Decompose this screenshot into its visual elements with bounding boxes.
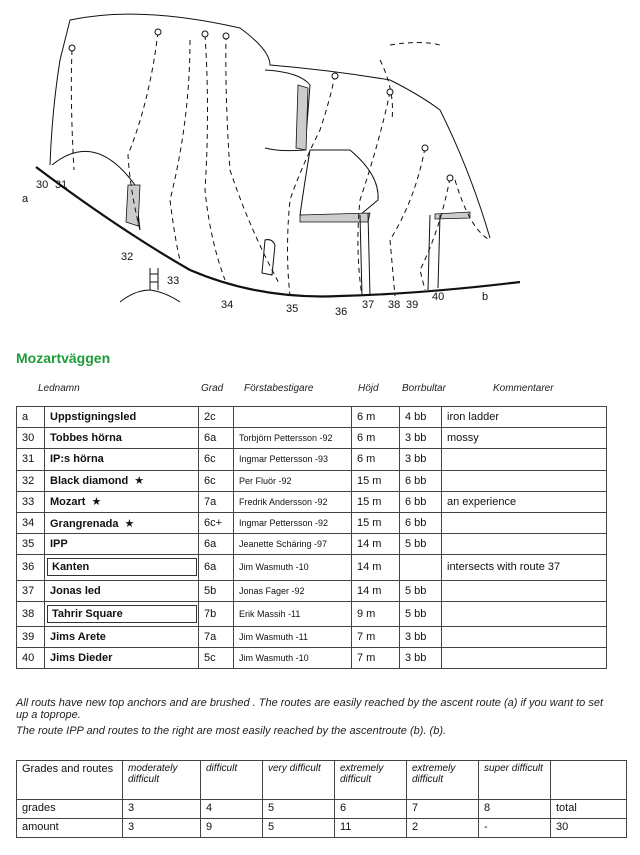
route-name-cell — [45, 407, 199, 428]
route-bolts: 3 bb — [400, 626, 442, 647]
route-name-text: Uppstigningsled — [50, 411, 137, 424]
route-first-ascent: Ingmar Pettersson -92 — [234, 512, 352, 533]
wall-top-outline — [50, 14, 490, 238]
route-name-text: Grangrenada — [50, 517, 119, 530]
route-name-text: Mozart — [50, 496, 86, 509]
route-name — [50, 538, 68, 550]
col-head-first-ascent: Förstabestigare — [244, 383, 314, 394]
route-comment — [442, 648, 607, 669]
note-line-1: All routs have new top anchors and are brushed . The routes are easily reached by the ascent route (a) if you want to set up a toprope. — [16, 697, 603, 721]
col-head-name: Lednamn — [38, 383, 80, 394]
route-name — [50, 475, 144, 487]
route-grade: 6c+ — [199, 512, 234, 533]
topo-label-b: b — [482, 291, 489, 303]
topo-label-31: 31 — [55, 179, 68, 191]
route-comment — [442, 449, 607, 470]
amount-value: 2 — [407, 819, 479, 838]
grade-level: super difficult — [479, 761, 551, 800]
star-icon: ★ — [134, 475, 145, 488]
route-first-ascent: Ingmar Pettersson -93 — [234, 449, 352, 470]
route-comment — [442, 512, 607, 533]
route-number: a — [17, 407, 45, 428]
route-name-text: Black diamond — [50, 475, 129, 488]
topo-label-a: a — [22, 193, 29, 205]
grade-value: 4 — [201, 800, 263, 819]
route-comment — [442, 601, 607, 626]
route-comment: intersects with route 37 — [442, 555, 607, 580]
route-name — [50, 496, 101, 508]
amount-value: 5 — [263, 819, 335, 838]
route-number: 39 — [17, 626, 45, 647]
right-crack — [360, 213, 440, 296]
pillar — [262, 240, 275, 275]
topo-label-36: 36 — [335, 306, 348, 318]
inner-ledge — [296, 85, 308, 150]
route-height: 14 m — [352, 580, 400, 601]
route-row — [17, 601, 607, 626]
route-row — [17, 428, 607, 449]
route-grade: 6a — [199, 428, 234, 449]
route-bolts: 3 bb — [400, 449, 442, 470]
route-comment: an experience — [442, 491, 607, 512]
route-name — [50, 518, 134, 530]
route-name-cell — [45, 580, 199, 601]
amount-value: 9 — [201, 819, 263, 838]
route-number: 38 — [17, 601, 45, 626]
route-bolts: 5 bb — [400, 534, 442, 555]
topo-label-38: 38 — [388, 299, 401, 311]
route-comment — [442, 580, 607, 601]
route-name-text: Jonas led — [50, 584, 101, 597]
route-first-ascent: Fredrik Andersson -92 — [234, 491, 352, 512]
route-row — [17, 512, 607, 533]
route-bolts: 5 bb — [400, 580, 442, 601]
route-row — [17, 648, 607, 669]
route-grade: 6c — [199, 449, 234, 470]
amount-value: - — [479, 819, 551, 838]
route-bolts: 4 bb — [400, 407, 442, 428]
grade-value: 3 — [123, 800, 201, 819]
route-name — [47, 558, 197, 576]
grade-level: difficult — [201, 761, 263, 800]
route-grade: 2c — [199, 407, 234, 428]
route-grade: 7a — [199, 626, 234, 647]
route-height: 6 m — [352, 449, 400, 470]
grade-value: 5 — [263, 800, 335, 819]
route-height: 7 m — [352, 626, 400, 647]
route-name-cell — [45, 648, 199, 669]
topo-label-30: 30 — [36, 179, 49, 191]
route-grade: 6a — [199, 555, 234, 580]
total-label: total — [551, 800, 627, 819]
route-row — [17, 580, 607, 601]
route-height: 14 m — [352, 534, 400, 555]
route-comment: iron ladder — [442, 407, 607, 428]
route-name — [50, 652, 112, 664]
grades-table — [16, 760, 627, 838]
route-comment: mossy — [442, 428, 607, 449]
route-height: 15 m — [352, 470, 400, 491]
route-first-ascent — [234, 407, 352, 428]
route-height: 7 m — [352, 648, 400, 669]
route-grade: 7a — [199, 491, 234, 512]
route-name — [50, 453, 104, 465]
col-head-height: Höjd — [358, 383, 379, 394]
route-bolts: 5 bb — [400, 601, 442, 626]
route-name-text: IP:s hörna — [50, 453, 104, 466]
amount-value: 3 — [123, 819, 201, 838]
routes-table — [16, 406, 607, 669]
grade-level: extremely difficult — [335, 761, 407, 800]
route-bolts — [400, 555, 442, 580]
grades-header-label: Grades and routes — [17, 761, 123, 800]
route-first-ascent: Jonas Fager -92 — [234, 580, 352, 601]
route-name-text: Jims Dieder — [50, 652, 113, 665]
route-name-cell — [45, 491, 199, 512]
grade-value: 7 — [407, 800, 479, 819]
route-row — [17, 626, 607, 647]
route-grade: 6c — [199, 470, 234, 491]
middle-feature — [300, 150, 378, 215]
route-height: 9 m — [352, 601, 400, 626]
route-name-text: Jims Arete — [50, 630, 106, 643]
route-grade: 5c — [199, 648, 234, 669]
route-row — [17, 555, 607, 580]
star-icon: ★ — [124, 517, 135, 530]
route-name — [50, 411, 136, 423]
grades-empty-cell — [551, 761, 627, 800]
route-number: 30 — [17, 428, 45, 449]
route-height: 15 m — [352, 491, 400, 512]
route-bolts: 3 bb — [400, 648, 442, 669]
route-name-cell — [45, 555, 199, 580]
route-name-cell — [45, 534, 199, 555]
route-first-ascent: Torbjörn Pettersson -92 — [234, 428, 352, 449]
topo-label-34: 34 — [221, 299, 234, 311]
route-bolts: 3 bb — [400, 428, 442, 449]
section-title: Mozartväggen — [16, 350, 111, 366]
grade-level: extremely difficult — [407, 761, 479, 800]
amount-row-label: amount — [17, 819, 123, 838]
topo-label-39: 39 — [406, 299, 419, 311]
route-first-ascent: Jeanette Schäring -97 — [234, 534, 352, 555]
col-head-comments: Kommentarer — [493, 383, 554, 394]
bottom-ledge — [300, 213, 370, 222]
topo-label-33: 33 — [167, 275, 180, 287]
route-height: 6 m — [352, 407, 400, 428]
route-number: 33 — [17, 491, 45, 512]
route-row — [17, 470, 607, 491]
route-grade: 7b — [199, 601, 234, 626]
route-name-text: Tahrir Square — [52, 607, 123, 620]
route-first-ascent: Erik Massih -11 — [234, 601, 352, 626]
route-bolts: 6 bb — [400, 470, 442, 491]
route-first-ascent: Jim Wasmuth -11 — [234, 626, 352, 647]
topo-diagram — [0, 0, 640, 330]
amount-total: 30 — [551, 819, 627, 838]
star-icon: ★ — [91, 496, 102, 509]
topo-label-35: 35 — [286, 303, 299, 315]
route-name — [50, 631, 106, 643]
note-line-2: The route IPP and routes to the right are most easily reached by the ascentroute (b). (b). — [16, 725, 447, 737]
grades-row-label: grades — [17, 800, 123, 819]
grade-level: moderately difficult — [123, 761, 201, 800]
rock-base — [120, 290, 180, 302]
anchor-points — [69, 29, 453, 181]
route-row — [17, 534, 607, 555]
route-number: 40 — [17, 648, 45, 669]
route-name-text: Tobbes hörna — [50, 432, 122, 445]
ground-line — [36, 167, 520, 296]
col-head-grade: Grad — [201, 383, 224, 394]
route-bolts: 6 bb — [400, 512, 442, 533]
route-grade: 5b — [199, 580, 234, 601]
route-number: 37 — [17, 580, 45, 601]
route-comment — [442, 626, 607, 647]
route-name — [50, 432, 122, 444]
route-number: 34 — [17, 512, 45, 533]
route-first-ascent: Per Fluör -92 — [234, 470, 352, 491]
route-number: 31 — [17, 449, 45, 470]
route-height: 6 m — [352, 428, 400, 449]
amount-value: 11 — [335, 819, 407, 838]
route-name-cell — [45, 601, 199, 626]
route-name — [47, 605, 197, 623]
route-name-text: IPP — [50, 538, 68, 551]
route-name-cell — [45, 512, 199, 533]
route-name-cell — [45, 428, 199, 449]
route-first-ascent: Jim Wasmuth -10 — [234, 648, 352, 669]
route-comment — [442, 470, 607, 491]
route-number: 35 — [17, 534, 45, 555]
topo-label-32: 32 — [121, 251, 134, 263]
route-first-ascent: Jim Wasmuth -10 — [234, 555, 352, 580]
route-number: 36 — [17, 555, 45, 580]
topo-label-40: 40 — [432, 291, 445, 303]
route-number: 32 — [17, 470, 45, 491]
route-bolts: 6 bb — [400, 491, 442, 512]
route-name-cell — [45, 449, 199, 470]
route-name-text: Kanten — [52, 561, 90, 574]
col-head-bolts: Borrbultar — [402, 383, 446, 394]
route-row — [17, 449, 607, 470]
route-name — [50, 585, 101, 597]
route-grade: 6a — [199, 534, 234, 555]
route-name-cell — [45, 470, 199, 491]
route-comment — [442, 534, 607, 555]
grade-value: 6 — [335, 800, 407, 819]
route-height: 14 m — [352, 555, 400, 580]
grade-level: very difficult — [263, 761, 335, 800]
route-name-cell — [45, 626, 199, 647]
route-row — [17, 491, 607, 512]
route-row — [17, 407, 607, 428]
ladder — [150, 268, 158, 290]
route-height: 15 m — [352, 512, 400, 533]
topo-label-37: 37 — [362, 299, 375, 311]
grade-value: 8 — [479, 800, 551, 819]
